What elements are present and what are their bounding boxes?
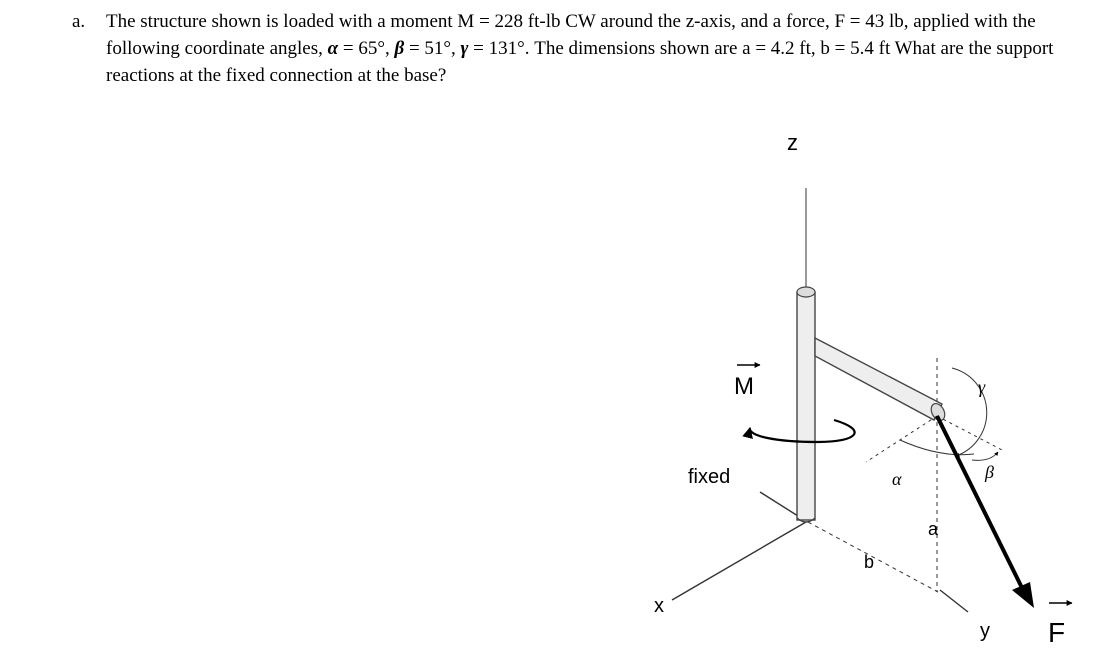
beta-value: = 51°, — [404, 38, 461, 59]
z-axis-label: z — [787, 130, 798, 155]
x-axis-label: x — [654, 595, 664, 617]
gamma-symbol: γ — [460, 38, 469, 59]
beta-symbol: β — [394, 38, 405, 59]
problem-text-part1: The structure shown is loaded with a moment M = 228 ft-lb CW around the z-axis, and a force, F = 43 lb, applied with the following coordinate angles, — [106, 11, 1036, 59]
y-axis-line — [940, 590, 968, 612]
y-axis-label: y — [980, 620, 990, 642]
x-axis-line — [672, 522, 806, 600]
force-label: F — [1048, 617, 1066, 648]
problem-marker: a. — [72, 11, 86, 32]
alpha-symbol: α — [327, 38, 339, 59]
x-axis-stub — [760, 492, 798, 516]
moment-label: M — [734, 373, 754, 400]
alpha-reference-line — [866, 416, 937, 462]
beta-label: β — [985, 462, 994, 482]
gamma-label: γ — [978, 377, 986, 397]
dimension-a-label: a — [928, 519, 939, 539]
force-arrowhead — [1012, 582, 1034, 608]
alpha-label: α — [892, 469, 902, 489]
fixed-label: fixed — [688, 466, 731, 488]
force-arrow — [937, 416, 1026, 596]
post-top-cap — [797, 287, 815, 297]
beta-angle-arc — [972, 452, 998, 460]
vertical-post — [797, 287, 815, 522]
dimension-b-label: b — [864, 552, 875, 572]
gamma-value: = 131°. The dimensions shown are a = 4.2 ft, b = 5.4 ft What are the support reactions at the fixed connection at the base? — [106, 38, 1054, 86]
horizontal-arm — [815, 338, 948, 423]
alpha-value: = 65°, — [338, 38, 395, 59]
